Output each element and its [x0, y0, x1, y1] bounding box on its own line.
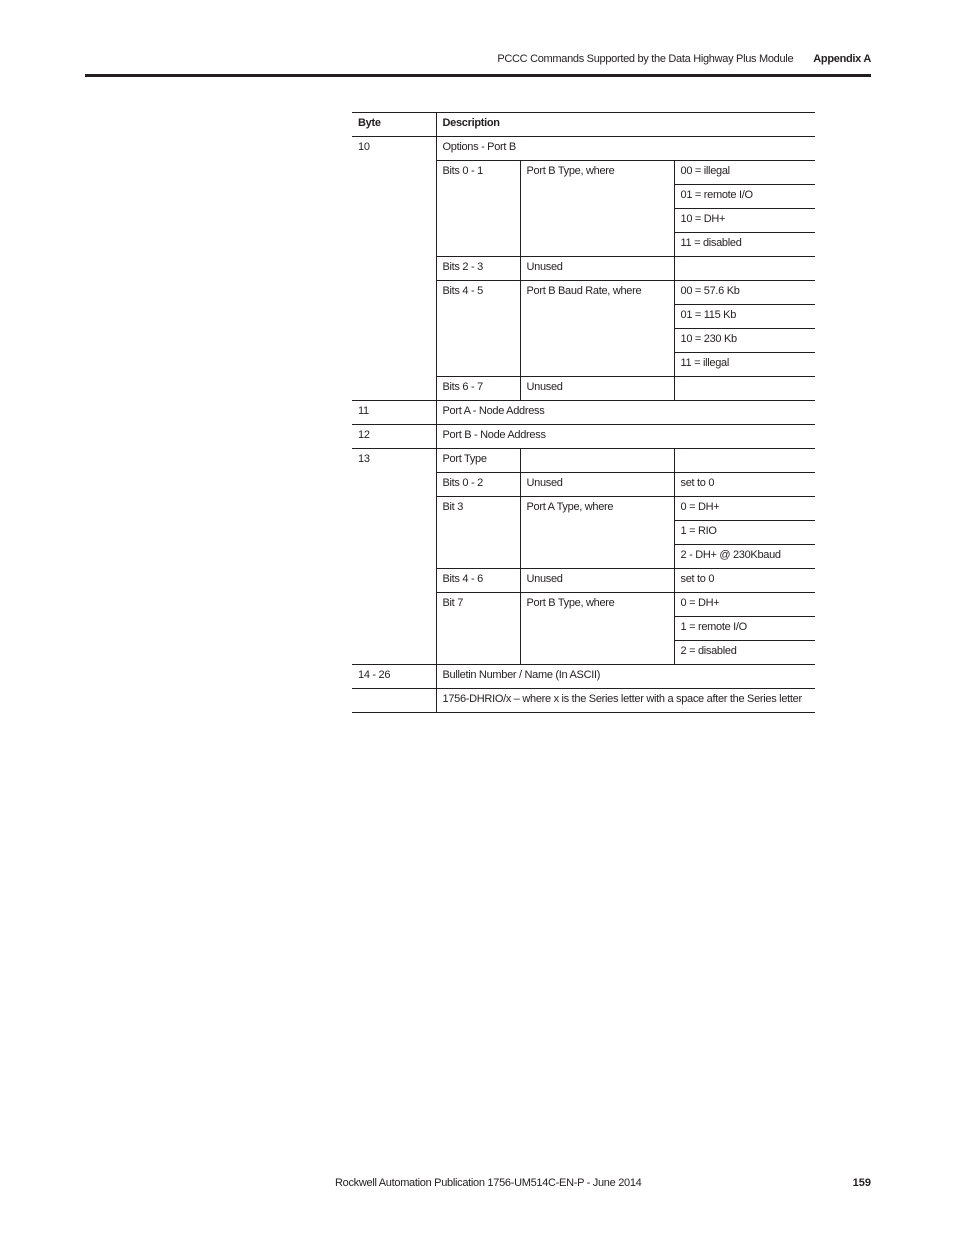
value-cell: 1 = remote I/O — [674, 617, 815, 641]
table-row — [352, 401, 815, 425]
value-cell: 2 = disabled — [674, 641, 815, 665]
table-row — [352, 665, 815, 689]
field-cell — [520, 449, 674, 473]
column-header-description: Description — [436, 113, 815, 137]
bits-cell: Port Type — [436, 449, 520, 473]
value-cell: 2 - DH+ @ 230Kbaud — [674, 545, 815, 569]
page-header — [497, 53, 871, 65]
description-cell: Port B - Node Address — [436, 425, 815, 449]
description-cell: Bulletin Number / Name (In ASCII) — [436, 665, 815, 689]
field-cell: Unused — [520, 473, 674, 497]
value-cell: set to 0 — [674, 569, 815, 593]
field-cell: Unused — [520, 257, 674, 281]
value-cell — [674, 377, 815, 401]
field-cell: Unused — [520, 569, 674, 593]
field-cell: Port B Baud Rate, where — [520, 281, 674, 377]
value-cell: 10 = 230 Kb — [674, 329, 815, 353]
value-cell: 01 = remote I/O — [674, 185, 815, 209]
bits-cell: Bits 2 - 3 — [436, 257, 520, 281]
header-rule — [85, 74, 871, 77]
value-cell: 0 = DH+ — [674, 593, 815, 617]
header-section-title: PCCC Commands Supported by the Data Highway Plus Module — [497, 53, 794, 65]
table-row — [352, 689, 815, 713]
header-appendix-label: Appendix A — [813, 53, 871, 65]
table-row — [352, 137, 815, 161]
field-cell: Port A Type, where — [520, 497, 674, 569]
byte-cell: 14 - 26 — [352, 665, 436, 689]
byte-cell: 10 — [352, 137, 436, 401]
value-cell: 01 = 115 Kb — [674, 305, 815, 329]
footer-publication: Rockwell Automation Publication 1756-UM514C-EN-P - June 2014 — [335, 1177, 642, 1189]
value-cell: 00 = illegal — [674, 161, 815, 185]
description-cell: Options - Port B — [436, 137, 815, 161]
description-cell: Port A - Node Address — [436, 401, 815, 425]
value-cell: 1 = RIO — [674, 521, 815, 545]
description-cell: 1756-DHRIO/x – where x is the Series letter with a space after the Series letter — [436, 689, 815, 713]
value-cell: 00 = 57.6 Kb — [674, 281, 815, 305]
footer-page-number: 159 — [852, 1177, 871, 1189]
field-cell: Port B Type, where — [520, 161, 674, 257]
table-row — [352, 425, 815, 449]
bits-cell: Bits 0 - 2 — [436, 473, 520, 497]
bits-cell: Bits 0 - 1 — [436, 161, 520, 257]
value-cell — [674, 449, 815, 473]
byte-cell: 12 — [352, 425, 436, 449]
byte-cell — [352, 689, 436, 713]
field-cell: Unused — [520, 377, 674, 401]
table-header-row — [352, 113, 815, 137]
bits-cell: Bit 3 — [436, 497, 520, 569]
bits-cell: Bit 7 — [436, 593, 520, 665]
bits-cell: Bits 4 - 5 — [436, 281, 520, 377]
value-cell: 0 = DH+ — [674, 497, 815, 521]
value-cell: set to 0 — [674, 473, 815, 497]
byte-description-table — [352, 112, 815, 713]
table-row — [352, 449, 815, 473]
value-cell: 11 = disabled — [674, 233, 815, 257]
byte-cell: 11 — [352, 401, 436, 425]
bits-cell: Bits 4 - 6 — [436, 569, 520, 593]
bits-cell: Bits 6 - 7 — [436, 377, 520, 401]
field-cell: Port B Type, where — [520, 593, 674, 665]
value-cell — [674, 257, 815, 281]
value-cell: 10 = DH+ — [674, 209, 815, 233]
value-cell: 11 = illegal — [674, 353, 815, 377]
column-header-byte: Byte — [352, 113, 436, 137]
byte-cell: 13 — [352, 449, 436, 665]
